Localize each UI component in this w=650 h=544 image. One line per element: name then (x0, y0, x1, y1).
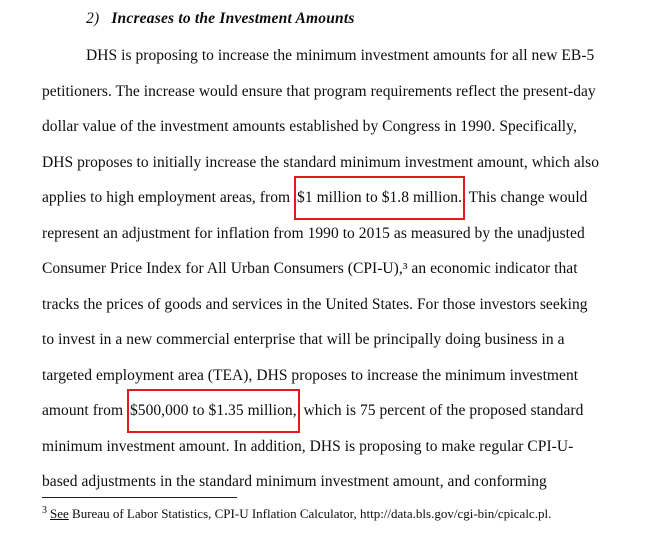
text-line (42, 358, 608, 394)
line-text: Consumer Price Index for All Urban Consumers (CPI-U),³ an economic indicator that (42, 260, 578, 277)
highlighted-amount-standard: $1 million to $1.8 million. (294, 180, 465, 216)
line-text: petitioners. The increase would ensure that program requirements reflect the present-day (42, 82, 596, 100)
line-text: minimum investment amount. In addition, DHS is proposing to make regular CPI-U- (42, 437, 574, 455)
section-heading (86, 4, 355, 28)
footnote-see: See (50, 506, 69, 521)
footnote-marker: 3 (42, 504, 47, 516)
line-text: This change would (465, 189, 588, 206)
line-text: DHS proposes to initially increase the standard minimum investment amount, which also (42, 153, 599, 171)
text-line (42, 109, 608, 145)
footnote-separator (42, 497, 237, 498)
line-text: applies to high employment areas, from (42, 189, 295, 206)
text-line (42, 393, 608, 429)
line-text: represent an adjustment for inflation from 1990 to 2015 as measured by the unadjusted (42, 224, 585, 242)
line-text: based adjustments in the standard minimum investment amount, and conforming (42, 473, 547, 490)
line-text: dollar value of the investment amounts established by Congress in 1990. Specifically, (42, 118, 577, 135)
footnote (42, 505, 622, 523)
highlighted-amount-tea: $500,000 to $1.35 million, (127, 393, 300, 429)
footnote-text: Bureau of Labor Statistics, CPI-U Inflation Calculator, http://data.bls.gov/cgi-bin/cpicalc.pl. (68, 506, 552, 521)
text-line (42, 216, 608, 252)
section-title: Increases to the Investment Amounts (111, 10, 355, 27)
text-line (42, 429, 608, 465)
line-text: to invest in a new commercial enterprise that will be principally doing business in a (42, 331, 565, 348)
text-line (42, 251, 608, 287)
text-line (42, 145, 608, 181)
text-line (42, 464, 608, 500)
text-line (42, 74, 608, 110)
line-text: tracks the prices of goods and services in the United States. For those investors seeking (42, 295, 588, 313)
body-paragraph (42, 38, 608, 500)
line-text: targeted employment area (TEA), DHS proposes to increase the minimum investment (42, 366, 579, 384)
text-line (42, 180, 608, 216)
text-line (42, 287, 608, 323)
text-line (42, 38, 608, 74)
line-text: which is 75 percent of the proposed standard (299, 402, 584, 419)
line-text: amount from (42, 402, 127, 419)
line-text: DHS is proposing to increase the minimum investment amounts for all new EB-5 (86, 47, 595, 64)
text-line (42, 322, 608, 358)
section-number: 2) (86, 10, 100, 27)
